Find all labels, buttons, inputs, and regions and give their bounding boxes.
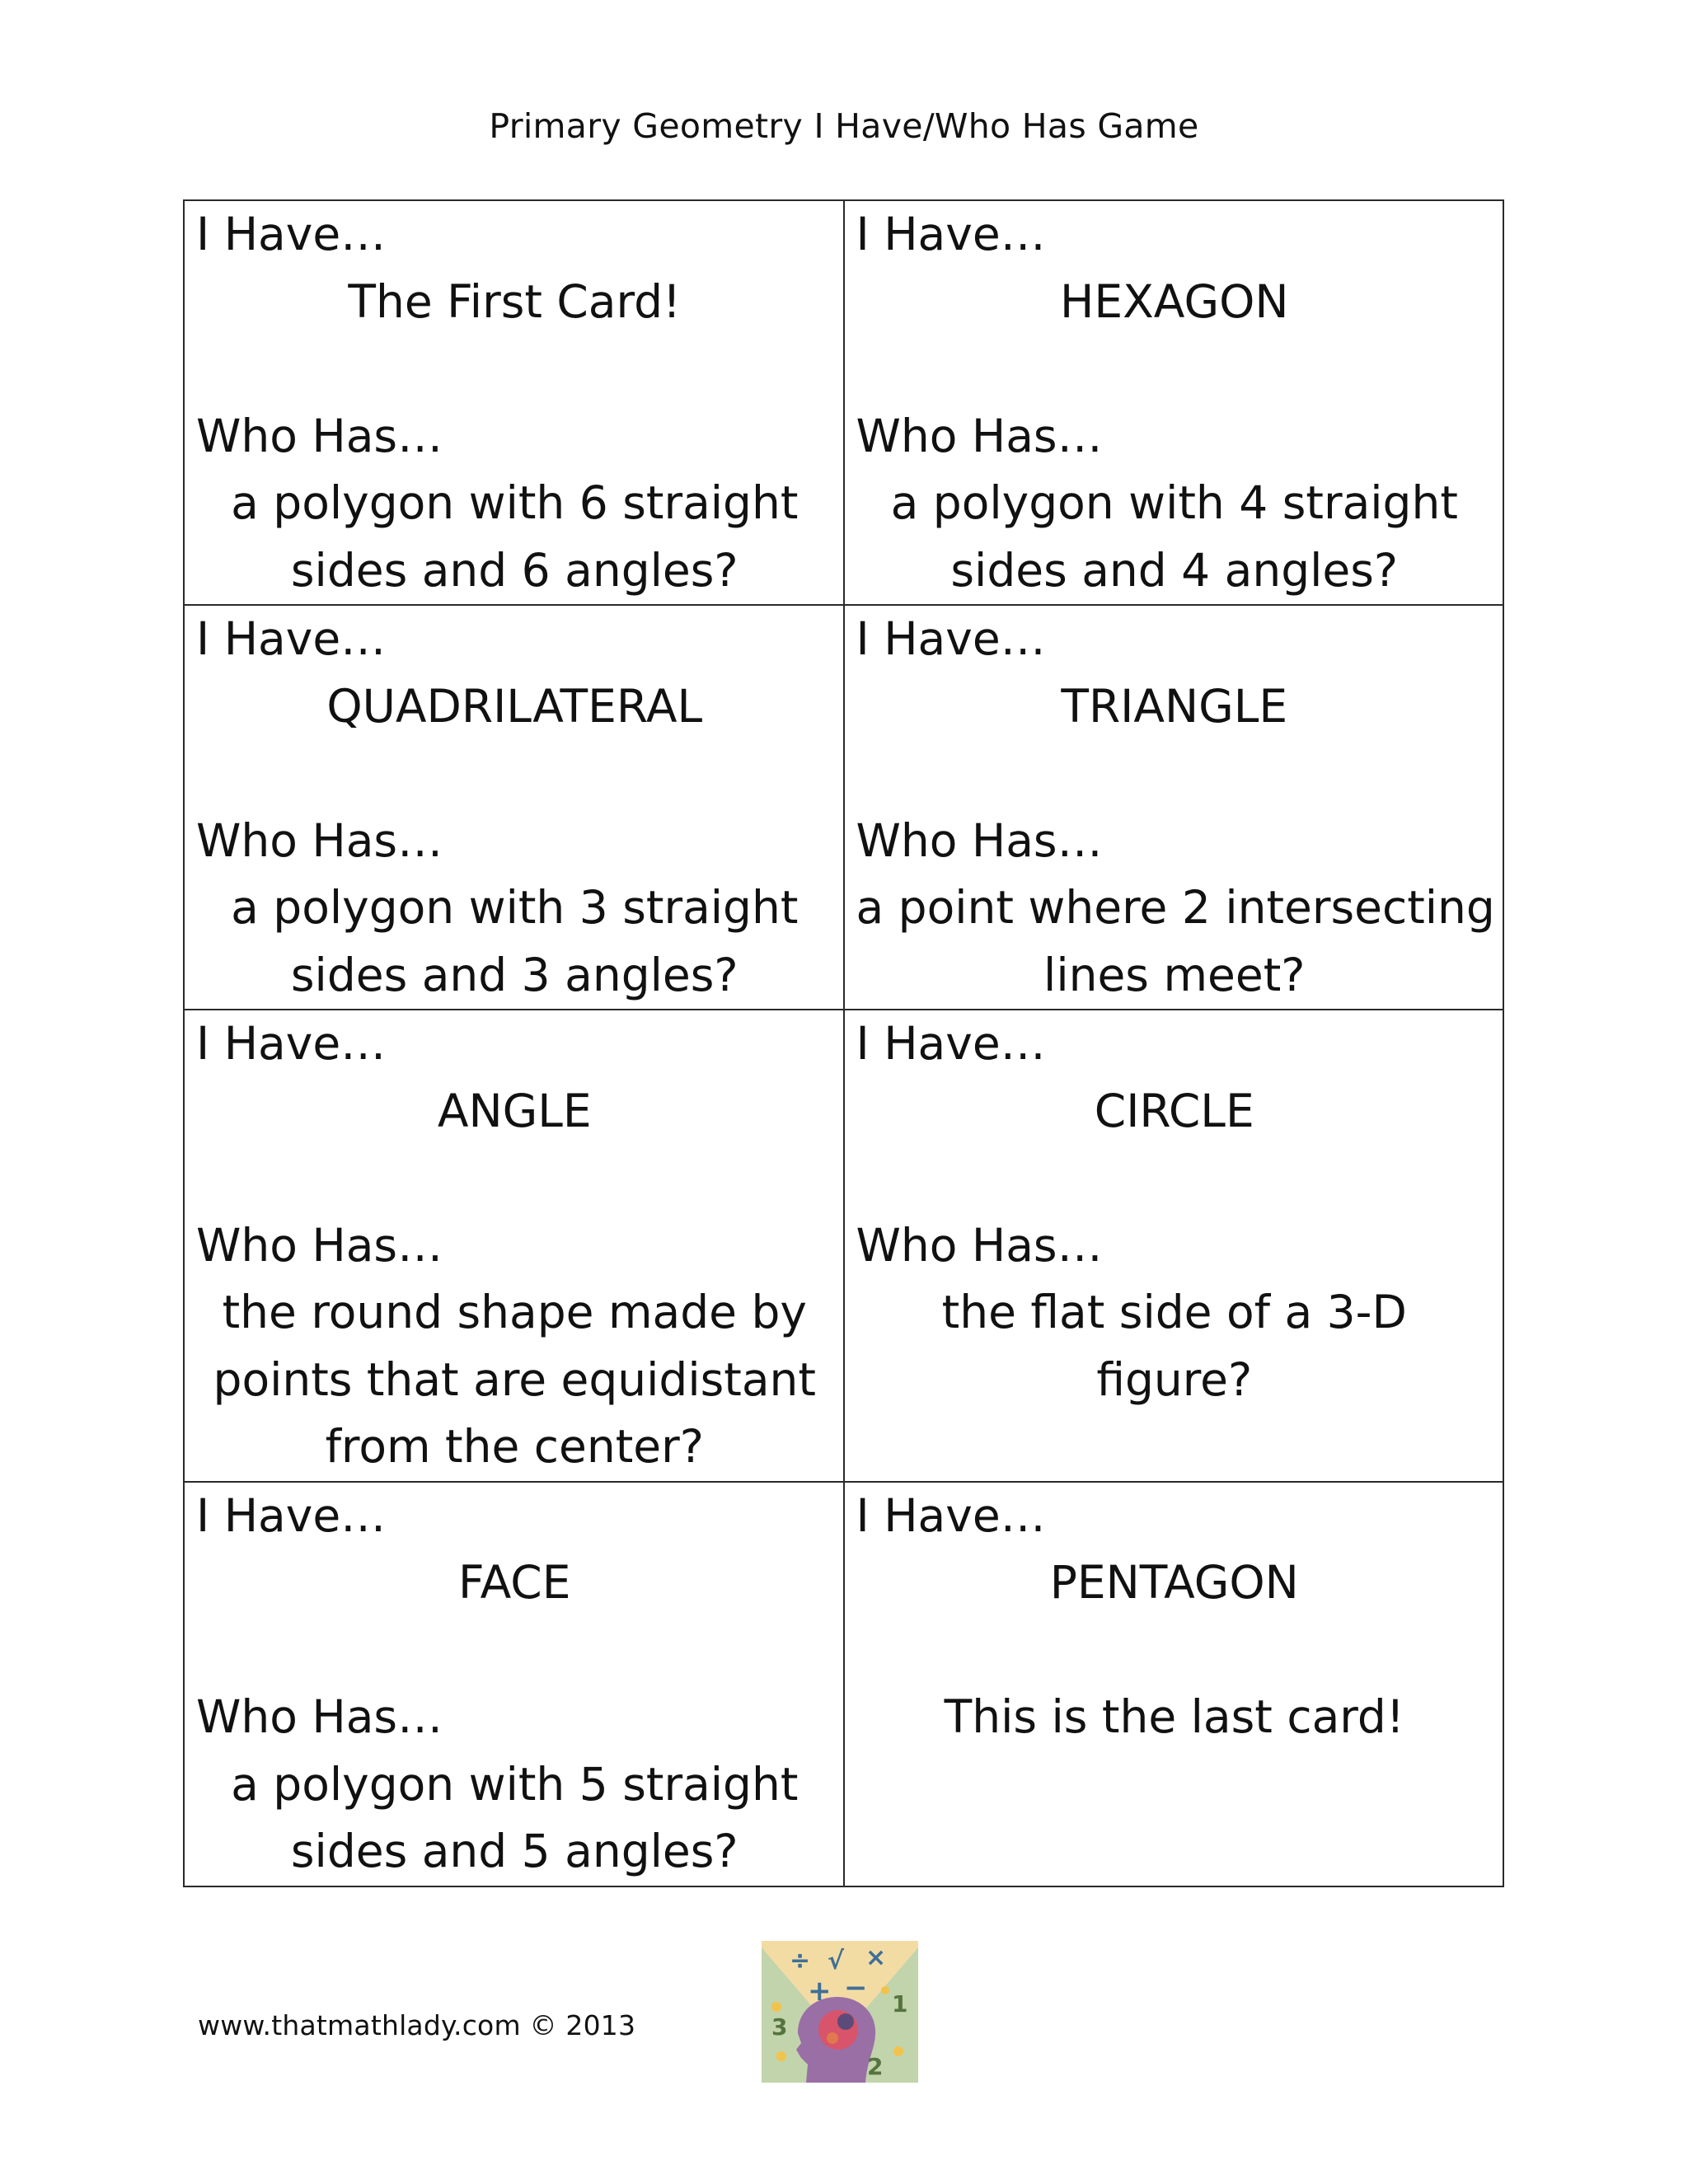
logo-symbol: √	[828, 1947, 845, 1975]
star-icon	[881, 1986, 889, 1994]
i-have-label: I Have…	[856, 612, 1046, 665]
i-have-label: I Have…	[196, 1017, 387, 1070]
card-answer: ANGLE	[437, 1084, 592, 1137]
card	[184, 1010, 844, 1482]
card	[184, 200, 844, 605]
logo-symbol: +	[808, 1975, 832, 2008]
question-line: a polygon with 6 straight	[231, 476, 799, 529]
blank-line	[196, 740, 833, 808]
card-answer: CIRCLE	[1094, 1084, 1254, 1137]
logo-number: 1	[892, 1990, 908, 2018]
cards-row	[184, 1010, 1503, 1482]
card-answer: TRIANGLE	[1061, 679, 1288, 733]
i-have-label: I Have…	[856, 1017, 1046, 1070]
puzzle-piece-dot	[827, 2032, 838, 2044]
question-line: sides and 6 angles?	[290, 543, 738, 597]
i-have-label: I Have…	[196, 612, 387, 665]
question-line: sides and 4 angles?	[950, 543, 1399, 597]
cards-grid	[183, 199, 1504, 1887]
question-line: the round shape made by	[222, 1286, 807, 1338]
question-line: the flat side of a 3-D	[941, 1286, 1407, 1338]
last-card-note: This is the last card!	[944, 1690, 1404, 1743]
blank-line	[856, 740, 1493, 808]
question-line: sides and 3 angles?	[290, 948, 738, 1001]
logo-number: 2	[867, 2053, 884, 2080]
logo-symbol: ×	[865, 1943, 887, 1972]
question-line: points that are equidistant	[213, 1352, 816, 1406]
card	[844, 605, 1504, 1010]
card	[844, 200, 1504, 605]
question-line: sides and 5 angles?	[290, 1825, 738, 1877]
blank-line	[856, 335, 1493, 403]
page-title: Primary Geometry I Have/Who Has Game	[489, 106, 1199, 146]
star-icon	[776, 2051, 786, 2061]
question-line: a polygon with 3 straight	[231, 881, 799, 934]
question-line: from the center?	[325, 1420, 704, 1473]
card-answer: QUADRILATERAL	[326, 679, 703, 733]
cards-row	[184, 605, 1503, 1010]
who-has-label: Who Has…	[856, 409, 1103, 462]
i-have-label: I Have…	[196, 1488, 387, 1542]
cards-row	[184, 200, 1503, 605]
logo-symbol: −	[844, 1971, 868, 2004]
i-have-label: I Have…	[856, 208, 1046, 260]
footer-copyright: www.thatmathlady.com © 2013	[198, 2009, 636, 2041]
question-line: a polygon with 4 straight	[890, 476, 1458, 529]
card-answer: PENTAGON	[1049, 1556, 1299, 1609]
puzzle-piece	[818, 2010, 858, 2050]
puzzle-piece-inner	[837, 2013, 854, 2030]
who-has-label: Who Has…	[856, 1218, 1103, 1272]
question-line: a polygon with 5 straight	[231, 1757, 799, 1811]
question-line: lines meet?	[1043, 948, 1306, 1001]
blank-line	[196, 1617, 833, 1685]
star-icon	[771, 2002, 781, 2012]
who-has-label: Who Has…	[856, 813, 1103, 867]
card	[844, 1482, 1504, 1886]
who-has-label: Who Has…	[196, 1690, 443, 1743]
question-line: a point where 2 intersecting	[856, 881, 1495, 934]
i-have-label: I Have…	[196, 208, 387, 260]
card-answer: HEXAGON	[1060, 274, 1289, 328]
cards-row	[184, 1482, 1503, 1886]
logo-symbol: ÷	[790, 1947, 811, 1975]
logo-number: 3	[771, 2013, 788, 2041]
blank-line	[196, 1145, 833, 1212]
star-icon	[893, 2046, 903, 2056]
who-has-label: Who Has…	[196, 813, 443, 867]
card	[184, 1482, 844, 1886]
card	[184, 605, 844, 1010]
blank-line	[196, 335, 833, 403]
card	[844, 1010, 1504, 1482]
question-line: figure?	[1096, 1352, 1253, 1406]
blank-line	[856, 1617, 1493, 1685]
who-has-label: Who Has…	[196, 1218, 443, 1272]
blank-line	[856, 1145, 1493, 1212]
card-answer: FACE	[458, 1556, 571, 1609]
i-have-label: I Have…	[856, 1488, 1046, 1542]
card-answer: The First Card!	[348, 274, 682, 328]
who-has-label: Who Has…	[196, 409, 443, 462]
math-brain-logo-icon	[762, 1941, 918, 2083]
